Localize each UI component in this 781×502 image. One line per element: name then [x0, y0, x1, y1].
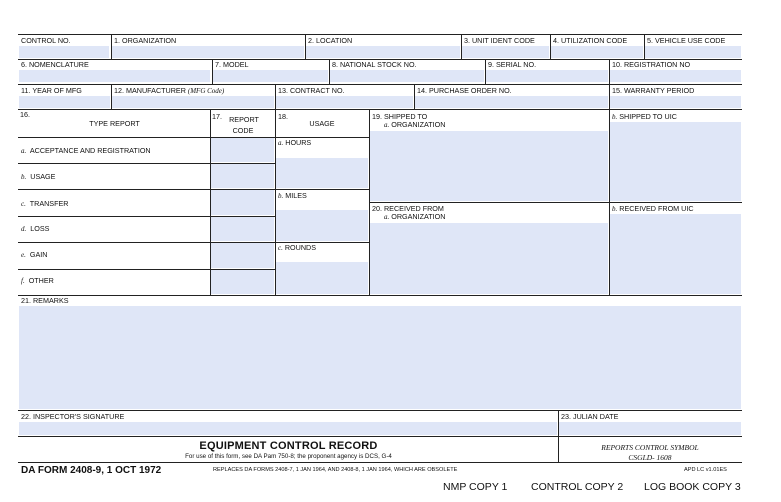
year-mfg-label: 11. YEAR OF MFG	[21, 86, 82, 95]
reports-control-code: CSGLD- 1608	[628, 453, 672, 462]
remarks-label: 21. REMARKS	[21, 296, 69, 305]
purchase-order-field[interactable]	[415, 96, 608, 108]
usage-num: 18.	[278, 112, 288, 121]
nsn-label: 8. NATIONAL STOCK NO.	[332, 60, 417, 69]
type-row-f: f. OTHER	[21, 276, 54, 285]
rounds-field[interactable]	[276, 262, 368, 294]
vehicle-use-code-field[interactable]	[645, 46, 741, 58]
report-code-line2: CODE	[232, 126, 254, 135]
unit-ident-code-field[interactable]	[462, 46, 549, 58]
manufacturer-field[interactable]	[112, 96, 274, 108]
received-org-label: a. ORGANIZATION	[384, 212, 446, 221]
location-field[interactable]	[306, 46, 460, 58]
proponent-text: For use of this form, see DA Pam 750-8; the proponent agency is DCS, G-4	[185, 453, 392, 460]
julian-date-field[interactable]	[559, 422, 741, 435]
model-field[interactable]	[213, 70, 328, 82]
serial-no-label: 9. SERIAL NO.	[488, 60, 537, 69]
report-code-f[interactable]	[211, 270, 274, 294]
warranty-period-field[interactable]	[610, 96, 741, 108]
control-no-label: CONTROL NO.	[21, 36, 71, 45]
received-uic-label: b. RECEIVED FROM UIC	[612, 204, 694, 213]
manufacturer-label: 12. MANUFACTURER (MFG Code)	[114, 86, 225, 95]
report-code-a[interactable]	[211, 138, 274, 162]
utilization-code-label: 4. UTILIZATION CODE	[553, 36, 628, 45]
model-label: 7. MODEL	[215, 60, 249, 69]
shipped-uic-field[interactable]	[610, 122, 741, 201]
form-id: DA FORM 2408-9, 1 OCT 1972	[21, 465, 162, 476]
nomenclature-label: 6. NOMENCLATURE	[21, 60, 89, 69]
control-no-field[interactable]	[19, 46, 109, 58]
registration-no-field[interactable]	[610, 70, 741, 82]
registration-no-label: 10. REGISTRATION NO	[612, 60, 691, 69]
utilization-code-field[interactable]	[551, 46, 643, 58]
report-code-num: 17.	[212, 112, 222, 121]
report-code-d[interactable]	[211, 217, 274, 241]
reports-control-symbol: REPORTS CONTROL SYMBOL	[601, 443, 699, 452]
nsn-field[interactable]	[330, 70, 484, 82]
type-report-num: 16.	[20, 110, 30, 119]
serial-no-field[interactable]	[486, 70, 608, 82]
shipped-to-label: 19. SHIPPED TO	[372, 112, 428, 121]
shipped-uic-label: b. SHIPPED TO UIC	[612, 112, 677, 121]
shipped-org-label: a. ORGANIZATION	[384, 120, 446, 129]
received-from-label: 20. RECEIVED FROM	[372, 204, 444, 213]
version-text: APD LC v1.01ES	[684, 467, 727, 473]
type-row-b: b. USAGE	[21, 172, 56, 181]
report-code-line1: REPORT	[229, 115, 259, 124]
received-org-field[interactable]	[370, 223, 608, 294]
shipped-org-field[interactable]	[370, 131, 608, 201]
type-row-e: e. GAIN	[21, 250, 48, 259]
nomenclature-field[interactable]	[19, 70, 210, 82]
report-code-e[interactable]	[211, 243, 274, 268]
hours-field[interactable]	[276, 158, 368, 188]
inspector-signature-label: 22. INSPECTOR'S SIGNATURE	[21, 412, 125, 421]
purchase-order-label: 14. PURCHASE ORDER NO.	[417, 86, 512, 95]
report-code-b[interactable]	[211, 164, 274, 188]
received-uic-field[interactable]	[610, 214, 741, 294]
hours-label: a. HOURS	[278, 138, 312, 147]
type-row-c: c. TRANSFER	[21, 199, 69, 208]
copy-control: CONTROL COPY 2	[531, 481, 624, 493]
remarks-field[interactable]	[19, 306, 741, 409]
contract-no-label: 13. CONTRACT NO.	[278, 86, 345, 95]
copy-nmp: NMP COPY 1	[443, 481, 508, 493]
type-row-d: d. LOSS	[21, 224, 50, 233]
type-report-header: TYPE REPORT	[89, 119, 140, 128]
miles-label: b. MILES	[278, 191, 307, 200]
location-label: 2. LOCATION	[308, 36, 353, 45]
replaces-text: REPLACES DA FORMS 2408-7, 1 JAN 1964, AND 2408-8, 1 JAN 1964, WHICH ARE OBSOLETE	[213, 467, 458, 473]
mfg-code-label: (MFG Code)	[187, 87, 225, 95]
unit-ident-code-label: 3. UNIT IDENT CODE	[464, 36, 535, 45]
usage-header: USAGE	[309, 119, 335, 128]
organization-field[interactable]	[112, 46, 304, 58]
miles-field[interactable]	[276, 210, 368, 241]
contract-no-field[interactable]	[276, 96, 413, 108]
year-mfg-field[interactable]	[19, 96, 110, 108]
organization-label: 1. ORGANIZATION	[114, 36, 177, 45]
inspector-signature-field[interactable]	[19, 422, 557, 435]
copy-log-book: LOG BOOK COPY 3	[644, 481, 741, 493]
julian-date-label: 23. JULIAN DATE	[561, 412, 619, 421]
warranty-period-label: 15. WARRANTY PERIOD	[612, 86, 695, 95]
report-code-c[interactable]	[211, 190, 274, 215]
vehicle-use-code-label: 5. VEHICLE USE CODE	[647, 36, 726, 45]
form-title: EQUIPMENT CONTROL RECORD	[199, 440, 378, 452]
rounds-label: c. ROUNDS	[278, 243, 317, 252]
type-row-a: a. ACCEPTANCE AND REGISTRATION	[21, 146, 151, 155]
